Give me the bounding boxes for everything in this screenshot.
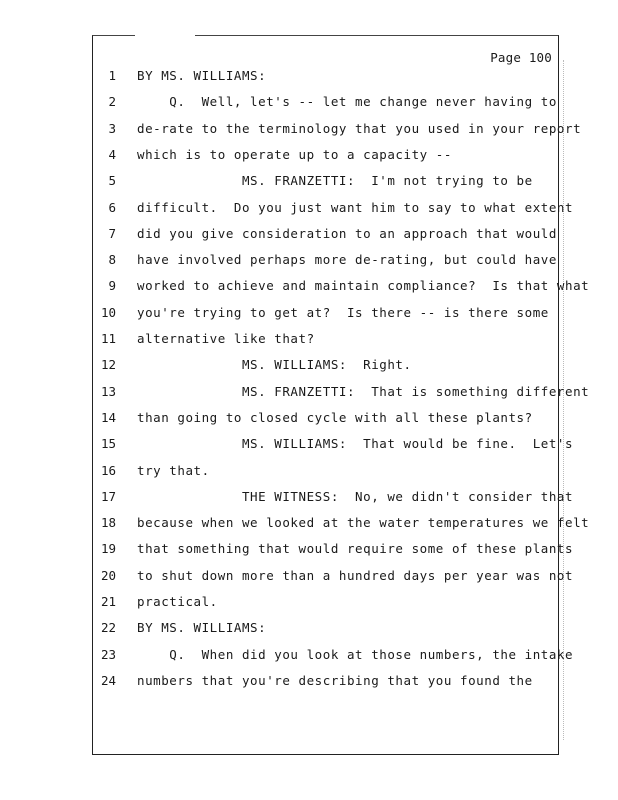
line-text: practical. (137, 594, 218, 609)
transcript-line (0, 331, 618, 349)
line-text: BY MS. WILLIAMS: (137, 620, 267, 636)
transcript-line (0, 94, 618, 112)
line-text: MS. WILLIAMS: That would be fine. Let's (137, 436, 574, 452)
line-number: 6 (108, 199, 116, 215)
transcript-line (0, 463, 618, 481)
line-text: to shut down more than a hundred days per year was not (137, 567, 574, 583)
line-text: THE WITNESS: No, we didn't consider that (137, 488, 574, 504)
line-number: 12 (100, 357, 116, 373)
transcript-line (0, 436, 618, 454)
line-text: MS. FRANZETTI: That is something different (137, 383, 590, 399)
line-text: MS. WILLIAMS: Right. (137, 357, 412, 373)
line-number: 23 (100, 646, 116, 662)
line-number: 9 (108, 278, 116, 294)
line-number: 10 (100, 304, 116, 320)
transcript-line (0, 673, 618, 691)
line-number: 1 (108, 68, 116, 83)
line-text: did you give consideration to an approach that would (137, 225, 557, 241)
line-number: 19 (100, 541, 116, 557)
transcript-line (0, 200, 618, 218)
line-text: because when we looked at the water temperatures we felt (137, 515, 590, 531)
line-text: try that. (137, 462, 210, 478)
transcript-line (0, 384, 618, 402)
line-number: 14 (100, 409, 116, 425)
transcript-line (0, 68, 618, 86)
line-number: 5 (108, 173, 116, 189)
line-text: MS. FRANZETTI: I'm not trying to be (137, 173, 533, 189)
transcript-line (0, 568, 618, 586)
line-text: have involved perhaps more de-rating, but could have (137, 252, 557, 268)
transcript-line (0, 357, 618, 375)
transcript-line (0, 147, 618, 165)
line-number: 21 (100, 594, 116, 609)
transcript-line (0, 620, 618, 638)
line-number: 24 (100, 672, 116, 688)
scan-artifact (135, 33, 195, 37)
line-text: than going to closed cycle with all these plants? (137, 409, 533, 425)
line-text: which is to operate up to a capacity -- (137, 146, 452, 162)
transcript-line (0, 515, 618, 533)
transcript-line (0, 173, 618, 191)
transcript-line (0, 541, 618, 559)
page-number: Page 100 (490, 50, 552, 65)
transcript-line (0, 305, 618, 323)
line-text: BY MS. WILLIAMS: (137, 68, 267, 83)
line-number: 4 (108, 146, 116, 162)
transcript-line (0, 594, 618, 612)
transcript-line (0, 410, 618, 428)
line-text: difficult. Do you just want him to say to what extent (137, 199, 574, 215)
line-number: 8 (108, 252, 116, 268)
line-text: de-rate to the terminology that you used in your report (137, 120, 582, 136)
line-number: 11 (100, 331, 116, 346)
line-number: 3 (108, 120, 116, 136)
line-text: alternative like that? (137, 331, 315, 346)
line-text: Q. Well, let's -- let me change never having to (137, 94, 557, 110)
line-text: that something that would require some of these plants (137, 541, 574, 557)
transcript-line (0, 121, 618, 139)
line-number: 16 (100, 462, 116, 478)
line-number: 20 (100, 567, 116, 583)
transcript-line (0, 252, 618, 270)
line-number: 17 (100, 488, 116, 504)
line-number: 15 (100, 436, 116, 452)
line-number: 2 (108, 94, 116, 110)
line-number: 7 (108, 225, 116, 241)
transcript-line (0, 647, 618, 665)
line-number: 18 (100, 515, 116, 531)
line-number: 13 (100, 383, 116, 399)
line-text: Q. When did you look at those numbers, the intake (137, 646, 574, 662)
line-text: you're trying to get at? Is there -- is there some (137, 304, 549, 320)
transcript-line (0, 489, 618, 507)
line-text: numbers that you're describing that you found the (137, 672, 533, 688)
transcript-line (0, 226, 618, 244)
line-number: 22 (100, 620, 116, 636)
line-text: worked to achieve and maintain compliance? Is that what (137, 278, 590, 294)
transcript-line (0, 278, 618, 296)
